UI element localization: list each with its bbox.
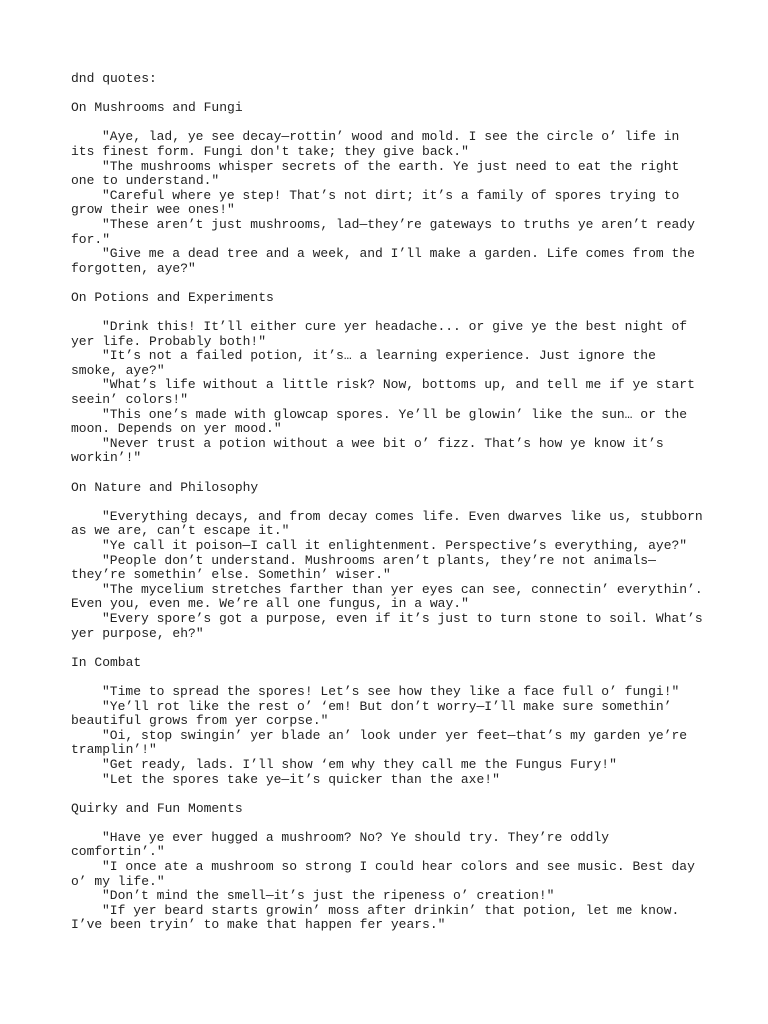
quote: "Careful where ye step! That’s not dirt; it’s a family of spores trying to grow their wee ones!" [71, 187, 680, 218]
quote: "Time to spread the spores! Let’s see how they like a face full o’ fungi!" [102, 683, 680, 699]
quote: "What’s life without a little risk? Now, bottoms up, and tell me if ye start seein’ colors!" [71, 377, 695, 408]
quote: "Ye’ll rot like the rest o’ ‘em! But don’t worry—I’ll make sure somethin’ beautiful grows from yer corpse." [71, 698, 672, 729]
quote: "The mushrooms whisper secrets of the earth. Ye just need to eat the right one to understand." [71, 158, 680, 189]
document-title: dnd quotes: [71, 71, 157, 86]
quote: "Have ye ever hugged a mushroom? No? Ye should try. They’re oddly comfortin’." [71, 829, 610, 860]
section-quirky-and-fun-moments [71, 802, 705, 933]
quote: "Drink this! It’ll either cure yer headache... or give ye the best night of yer life. Probably both!" [71, 319, 688, 349]
quote: "People don’t understand. Mushrooms aren’t plants, they’re not animals—they’re somethin’ else. Somethin’ wiser." [71, 552, 656, 583]
quote: "The mycelium stretches farther than yer eyes can see, connectin’ everythin’. Even you, even me. We’re all one fungus, in a way." [71, 581, 703, 612]
quote: "Every spore’s got a purpose, even if it’s just to turn stone to soil. What’s yer purpose, eh?" [71, 610, 703, 641]
quote: "Oi, stop swingin’ yer blade an’ look under yer feet—that’s my garden ye’re tramplin’!" [71, 727, 688, 758]
section-nature-and-philosophy [71, 481, 705, 642]
quote: "Give me a dead tree and a week, and I’ll make a garden. Life comes from the forgotten, aye?" [71, 246, 695, 276]
quote: "Don’t mind the smell—it’s just the ripeness o’ creation!" [102, 888, 555, 904]
quote: "I once ate a mushroom so strong I could hear colors and see music. Best day o’ my life." [71, 859, 695, 889]
quote: "Never trust a potion without a wee bit o’ fizz. That’s how ye know it’s workin’!" [71, 435, 664, 466]
quote: "Let the spores take ye—it’s quicker than the axe!" [102, 771, 500, 787]
section-mushrooms-and-fungi [71, 101, 705, 276]
section-heading: On Potions and Experiments [71, 289, 274, 305]
quote: "Everything decays, and from decay comes life. Even dwarves like us, stubborn as we are, can’t escape it." [71, 508, 703, 539]
section-heading: On Nature and Philosophy [71, 479, 259, 495]
section-potions-and-experiments [71, 291, 705, 466]
quote: "This one’s made with glowcap spores. Ye’ll be glowin’ like the sun… or the moon. Depends on yer mood." [71, 406, 688, 437]
section-heading: On Mushrooms and Fungi [71, 100, 243, 116]
document-page [71, 72, 705, 933]
quote: "Aye, lad, ye see decay—rottin’ wood and mold. I see the circle o’ life in its finest form. Fungi don't take; they give back." [71, 129, 680, 159]
quote: "It’s not a failed potion, it’s… a learning experience. Just ignore the smoke, aye?" [71, 348, 656, 378]
section-heading: Quirky and Fun Moments [71, 800, 243, 816]
section-heading: In Combat [71, 654, 142, 670]
quote: "Ye call it poison—I call it enlightenment. Perspective’s everything, aye?" [102, 538, 688, 553]
quote: "Get ready, lads. I’ll show ‘em why they call me the Fungus Fury!" [102, 756, 617, 772]
quote: "If yer beard starts growin’ moss after drinkin’ that potion, let me know. I’ve been tryin’ to make that happen fer years." [71, 902, 680, 933]
quote: "These aren’t just mushrooms, lad—they’re gateways to truths ye aren’t ready for." [71, 216, 695, 247]
section-in-combat [71, 656, 705, 787]
